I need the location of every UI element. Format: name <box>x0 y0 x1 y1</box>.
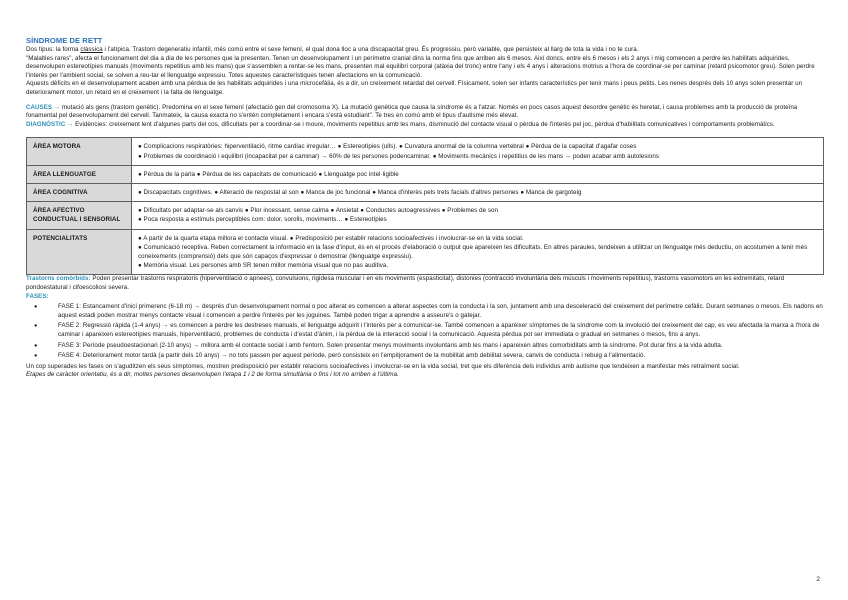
list-item: ● FASE 3: Període pseudoestacionari (2-10 anys) → millora amb el contacte social i amb l'entorn. Solen presentar menys moviments involuntaris amb les mans i apareixen altres comorbiditats amb la síndrome. Pot durar fins a la vida adulta. <box>52 342 824 351</box>
row-line: ● Poca resposta a estímuls perceptibles com: dolor, sorolls, moviments… ● Estereotípies <box>138 216 387 224</box>
row-content <box>132 165 824 183</box>
table-row <box>27 202 824 229</box>
intro-text: i l'atípica. Trastorn degeneratiu infantil, més comú entre el sexe femení, el qual dona lloc a una discapacitat greu. És progressiu, però variable, que persisteix al llarg de tota la vida i no te cura. <box>102 46 639 53</box>
row-line: ● Comunicació receptiva. Reben correctament la informació en la fase d'input, és en el procés d'elaboració o output que apareixen les dificultats. En altres paraules, tendeixen a utilitzar un llenguatge més deductiu, on acostumen a tenir més coneixements (comprensió) dels que són capaços d'expressar o demostrar (llenguatge expressiu). <box>138 243 808 260</box>
causes-label: CAUSES → <box>26 103 61 111</box>
table-row <box>27 229 824 275</box>
intro-paragraph-3: Aquests dèficits en el desenvolupament acaben amb una pèrdua de les habilitats adquirides i una microcefàlia, és a dir, un creixement retardat del cervell. Físicament, solen ser infants característics per tenir mans i peus petits. Les nenes després dels 10 anys solen presentar un deteriorament motor, un retard en el creixement i la falta de llenguatge. <box>26 80 803 96</box>
row-header: POTENCIALITATS <box>27 229 132 275</box>
row-line: ● Pèrdua de la parla ● Pèrdua de les capacitats de comunicació ● Llenguatge poc intel·ligible <box>138 170 399 178</box>
areas-table <box>26 137 824 275</box>
closing-paragraph: Un cop superades les fases on s'aguditzen els seus símptomes, mostren predisposició per establir relacions socioafectives i involucrar-se en la vida social, tret que els diferència dels individus amb autisme que tendeixen a manifestar més retraïment social. <box>26 362 740 370</box>
row-line: ● Problemes de coordinació i equilibri (incapacitat per a caminar) → 60% de les persones podencaminar. ● Moviments mecànics i repetitius de les mans → poden acabar amb autolesions <box>138 152 659 160</box>
list-item: ● FASE 4: Deteriorament motor tardà (a partir dels 10 anys) → no tots passen per aquest període, però consisteix en l'empitjorament de la mobilitat amb debilitat severa, canvis de conducta i rebuig a l'alimentació. <box>52 352 824 361</box>
intro-paragraph-1 <box>26 46 824 55</box>
row-header: ÀREA LLENGUATGE <box>27 165 132 183</box>
table-row <box>27 183 824 201</box>
row-line: ● A partir de la quarta etapa millora el contacte visual. ● Predisposició per establir relacions socioafectives i involucrar-se en la vida social. <box>138 234 524 242</box>
list-item: ● FASE 2: Regressió ràpida (1-4 anys) → es comencen a perdre les destreses manuals, el llenguatge adquirit i l'interès per a comunicar-se. També comencen a aparèixer símptomes de la síndrome com la involució del creixement del cap, es veu afectada la marxa a l'hora de caminar i apareixen estereotípies manuals, hiperventilació, problemes de conducta i d'estat d'ànim, i la pèrdua de la interacció social i la comunicació. Aquesta pèrdua pot ser immediata o gradual en setmanes o mesos, fins a anys. <box>52 322 824 339</box>
row-content <box>132 229 824 275</box>
causes-paragraph <box>26 104 824 121</box>
closing-note: Etapes de caràcter orientatiu, és a dir, moltes persones desenvolupen l'etapa 1 i 2 de forma simultània o fins i tot no arriben a l'última. <box>26 371 399 379</box>
underlined-term: clàssica <box>80 46 103 53</box>
page-title: SÍNDROME DE RETT <box>26 36 103 45</box>
comorbid-text: Poden presentar trastorns respiratoris (hiperventilació o apnees), convulsions, rigidesa muscular i en els moviments (espasticitat), distonies (contracció involuntària dels músculs i moviments repetitius), trastorns vasomotors en les extremitats, retard pondoestatural i cifoescoliosi severa. <box>26 275 785 291</box>
list-item: ● FASE 1: Estancament d'inici primerenc (6-18 m) → després d'un desenvolupament normal o poc alterat es comencen a alterar aspectes com la conducta i la son, juntament amb una desceleració del creixement del perímetre cefàlic. Durant setmanes o mesos. Els nadons en aquest estadi poden mostrar menys contacte visual i comencen a perdre l'interès per les joguines. També poden trigar a aprendre a asseure's o gatejar. <box>52 303 824 320</box>
comorbid-paragraph <box>26 275 824 292</box>
phases-list <box>26 303 824 361</box>
row-header: ÀREA MOTORA <box>27 138 132 165</box>
diagnostic-label: DIAGNÒSTIC → <box>26 120 74 128</box>
table-row <box>27 138 824 165</box>
row-line: ● Discapacitats cognitives. ● Alteració de respostal al son ● Manca de joc funcional ● Manca d'interès pels trets facials d'altres persones ● Manca de gargoteig <box>138 188 582 196</box>
phases-label: FASES: <box>26 292 49 300</box>
diagnostic-paragraph <box>26 121 824 130</box>
row-line: ● Complicacions respiratòries: hiperventilació, ritme cardíac irregular… ● Estereotípies (ulls). ● Curvatura anormal de la columna vertebral ● Pèrdua de la capacitat d'agafar coses <box>138 143 637 151</box>
row-content <box>132 138 824 165</box>
document-page <box>26 36 824 380</box>
causes-text: mutació als gens (trastorn genètic). Predomina en el sexe femení (afectació gen del cromosoma X). La mutació genètica que causa la síndrome és a l'atzar. Només en pocs casos aquest desordre genètic és heretat, i causa problemes amb la producció de proteïna fonamental pel desenvolupament del cervell. Tanmateix, la causa exacta no s'entén completament i encara s'està estudiant". Te tres en comú amb el tipus d'autisme més elevat. <box>26 103 798 120</box>
row-content <box>132 183 824 201</box>
row-line: ● Memòria visual. Les persones amb SR tenen millor memòria visual que no pas auditiva. <box>138 262 389 270</box>
intro-text: Dos tipus: la forma <box>26 46 81 53</box>
row-content <box>132 202 824 229</box>
table-row <box>27 165 824 183</box>
row-line: ● Dificultats per adaptar-se als canvis ● Plor incessant, sense calma ● Ansietat ● Conductes autoagressives ● Problemes de son <box>138 207 498 215</box>
row-header: ÀREA AFECTIVO CONDUCTUAL I SENSORIAL <box>27 202 132 229</box>
diagnostic-text: Evidències: creixement lent d'algunes parts del cos, dificultats per a coordinar-se i moure, moviments repetitius amb les mans, disminució del contacte visual o pèrdua de l'interès pel joc, pèrdua d'habilitats comunicatives i comportaments problemàtics. <box>73 120 775 128</box>
page-number: 2 <box>816 576 820 583</box>
row-header: ÀREA COGNITIVA <box>27 183 132 201</box>
intro-paragraph-2: "Malalties rares", afecta el funcionament del dia a dia de les persones que la presenten. Tenen un desenvolupament i un perímetre cranial dins la norma fins que arriben als 6 mesos. Així doncs, entre els 6 mesos i els 2 anys i mig comencen a perdre les habilitats adquirides, desenvolupen estereotípies manuals (moviments repetitius amb les mans) que s'assemblen a rentar-se les mans, presenten mal equilibri corporal (atàxia del tronc) entre l'any i els 4 anys i alteracions motrius a l'hora de coordinar-se per caminar (retard psicomotor greu). Solen perdre l'interès per l'ambient social, se solven a reu-tar el llenguatge expressiu. Totes aquestes característiques tenen afectacions en la comunicació. <box>26 54 815 79</box>
comorbid-label: Trastorns comòrbids: <box>26 275 91 283</box>
